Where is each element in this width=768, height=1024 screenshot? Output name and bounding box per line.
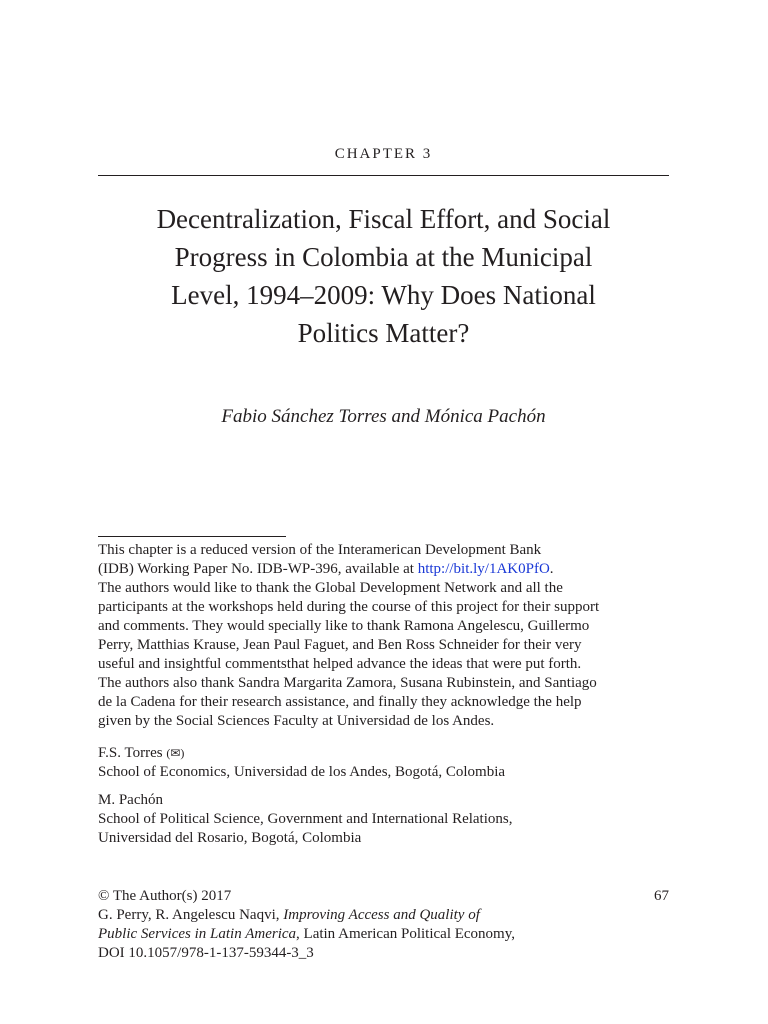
book-title: Public Services in Latin America xyxy=(98,926,297,942)
footnote-line: This chapter is a reduced version of the Interamerican Development Bank xyxy=(98,542,542,558)
chapter-rule xyxy=(98,175,669,176)
series-name: , Latin American Political Economy, xyxy=(296,926,516,942)
chapter-authors: Fabio Sánchez Torres and Mónica Pachón xyxy=(221,406,546,427)
chapter-title xyxy=(98,200,669,352)
envelope-icon[interactable]: (✉) xyxy=(166,746,185,760)
footnote-rule xyxy=(98,536,286,537)
footnote-line: given by the Social Sciences Faculty at Universidad de los Andes. xyxy=(98,713,495,729)
copyright-line: © The Author(s) 2017 xyxy=(98,888,232,904)
affiliation-line: Universidad del Rosario, Bogotá, Colombia xyxy=(98,830,362,846)
paper-link[interactable]: http://bit.ly/1AK0PfO xyxy=(417,561,550,577)
affiliation-pachon xyxy=(98,791,672,848)
chapter-title-line: Level, 1994–2009: Why Does National xyxy=(171,280,596,310)
chapter-title-line: Decentralization, Fiscal Effort, and Social xyxy=(156,204,611,234)
footnote-line: participants at the workshops held during the course of this project for their support xyxy=(98,599,600,615)
author-name: M. Pachón xyxy=(98,792,163,808)
author-name: F.S. Torres xyxy=(98,745,163,761)
citation-line xyxy=(98,925,672,944)
affiliation-name-line xyxy=(98,744,672,763)
doi: DOI 10.1057/978-1-137-59344-3_3 xyxy=(98,945,314,961)
affiliation-line: School of Political Science, Government and International Relations, xyxy=(98,811,513,827)
footnote-line: The authors also thank Sandra Margarita Zamora, Susana Rubinstein, and Santiago xyxy=(98,675,597,691)
affiliation-line: School of Economics, Universidad de los Andes, Bogotá, Colombia xyxy=(98,764,506,780)
footnote-line: and comments. They would specially like to thank Ramona Angelescu, Guillermo xyxy=(98,618,590,634)
footnote-line: Perry, Matthias Krause, Jean Paul Faguet, and Ben Ross Schneider for their very xyxy=(98,637,582,653)
footnote-line: The authors would like to thank the Global Development Network and all the xyxy=(98,580,563,596)
citation-editors: G. Perry, R. Angelescu Naqvi, xyxy=(98,907,284,923)
page-number: 67 xyxy=(654,888,669,904)
footnote-line: de la Cadena for their research assistance, and finally they acknowledge the help xyxy=(98,694,582,710)
footnote-line xyxy=(98,560,672,579)
citation-line xyxy=(98,906,672,925)
chapter-label: CHAPTER 3 xyxy=(334,146,433,162)
footnote-line: useful and insightful commentsthat helped advance the ideas that were put forth. xyxy=(98,656,582,672)
footnote-text: . xyxy=(549,561,554,577)
chapter-title-line: Progress in Colombia at the Municipal xyxy=(174,242,593,272)
footnote-text: (IDB) Working Paper No. IDB-WP-396, available at xyxy=(98,561,418,577)
book-title: Improving Access and Quality of xyxy=(283,907,480,923)
chapter-title-line: Politics Matter? xyxy=(297,318,470,348)
affiliation-torres xyxy=(98,744,672,782)
copyright-block xyxy=(98,887,672,963)
footnote xyxy=(98,541,672,731)
